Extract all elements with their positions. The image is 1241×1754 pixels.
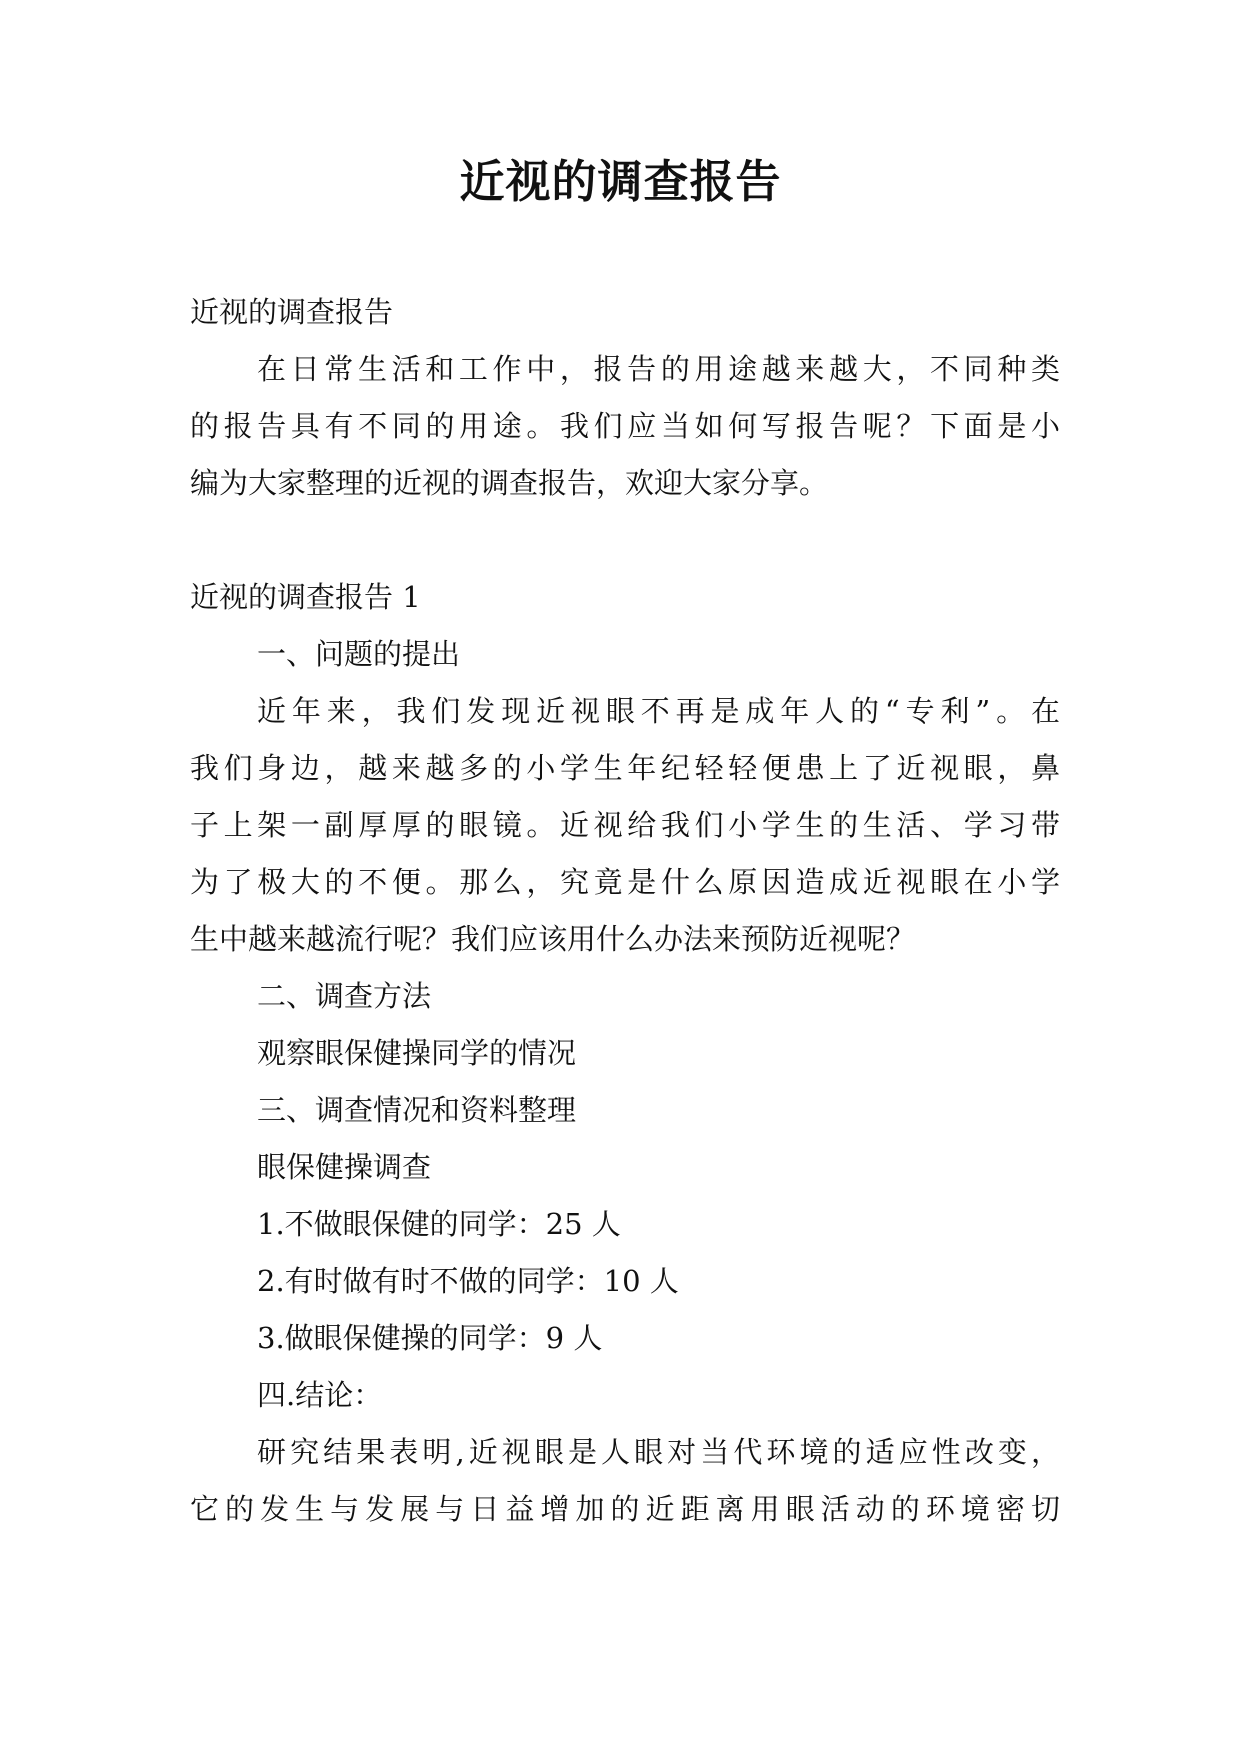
- problem-heading: 一、问题的提出: [257, 637, 461, 671]
- problem-line-3: 子上架一副厚厚的眼镜。近视给我们小学生的生活、学习带: [190, 808, 1060, 842]
- survey-item-2: 2.有时做有时不做的同学：10 人: [257, 1264, 679, 1298]
- section-heading: 近视的调查报告 1: [190, 580, 421, 614]
- problem-line-5: 生中越来越流行呢？我们应该用什么办法来预防近视呢？: [190, 922, 916, 956]
- intro-line-2: 的报告具有不同的用途。我们应当如何写报告呢？下面是小: [190, 409, 1060, 443]
- conclusion-line-1: 研究结果表明,近视眼是人眼对当代环境的适应性改变，: [257, 1435, 1060, 1469]
- conclusion-line-2: 它的发生与发展与日益增加的近距离用眼活动的环境密切: [190, 1492, 1060, 1526]
- method-text: 观察眼保健操同学的情况: [257, 1036, 577, 1070]
- survey-subheading: 眼保健操调查: [257, 1150, 432, 1184]
- problem-line-1: 近年来，我们发现近视眼不再是成年人的“专利”。在: [257, 694, 1060, 728]
- subtitle-line: 近视的调查报告: [190, 295, 394, 329]
- problem-line-4: 为了极大的不便。那么，究竟是什么原因造成近视眼在小学: [190, 865, 1060, 899]
- intro-line-1: 在日常生活和工作中，报告的用途越来越大，不同种类: [257, 352, 1060, 386]
- conclusion-heading: 四.结论：: [257, 1378, 383, 1412]
- problem-line-2: 我们身边，越来越多的小学生年纪轻轻便患上了近视眼，鼻: [190, 751, 1060, 785]
- survey-item-1: 1.不做眼保健的同学：25 人: [257, 1207, 621, 1241]
- method-heading: 二、调查方法: [257, 979, 432, 1013]
- survey-heading: 三、调查情况和资料整理: [257, 1093, 577, 1127]
- document-title: 近视的调查报告: [459, 155, 782, 208]
- intro-line-3: 编为大家整理的近视的调查报告，欢迎大家分享。: [190, 466, 829, 500]
- survey-item-3: 3.做眼保健操的同学：9 人: [257, 1321, 603, 1355]
